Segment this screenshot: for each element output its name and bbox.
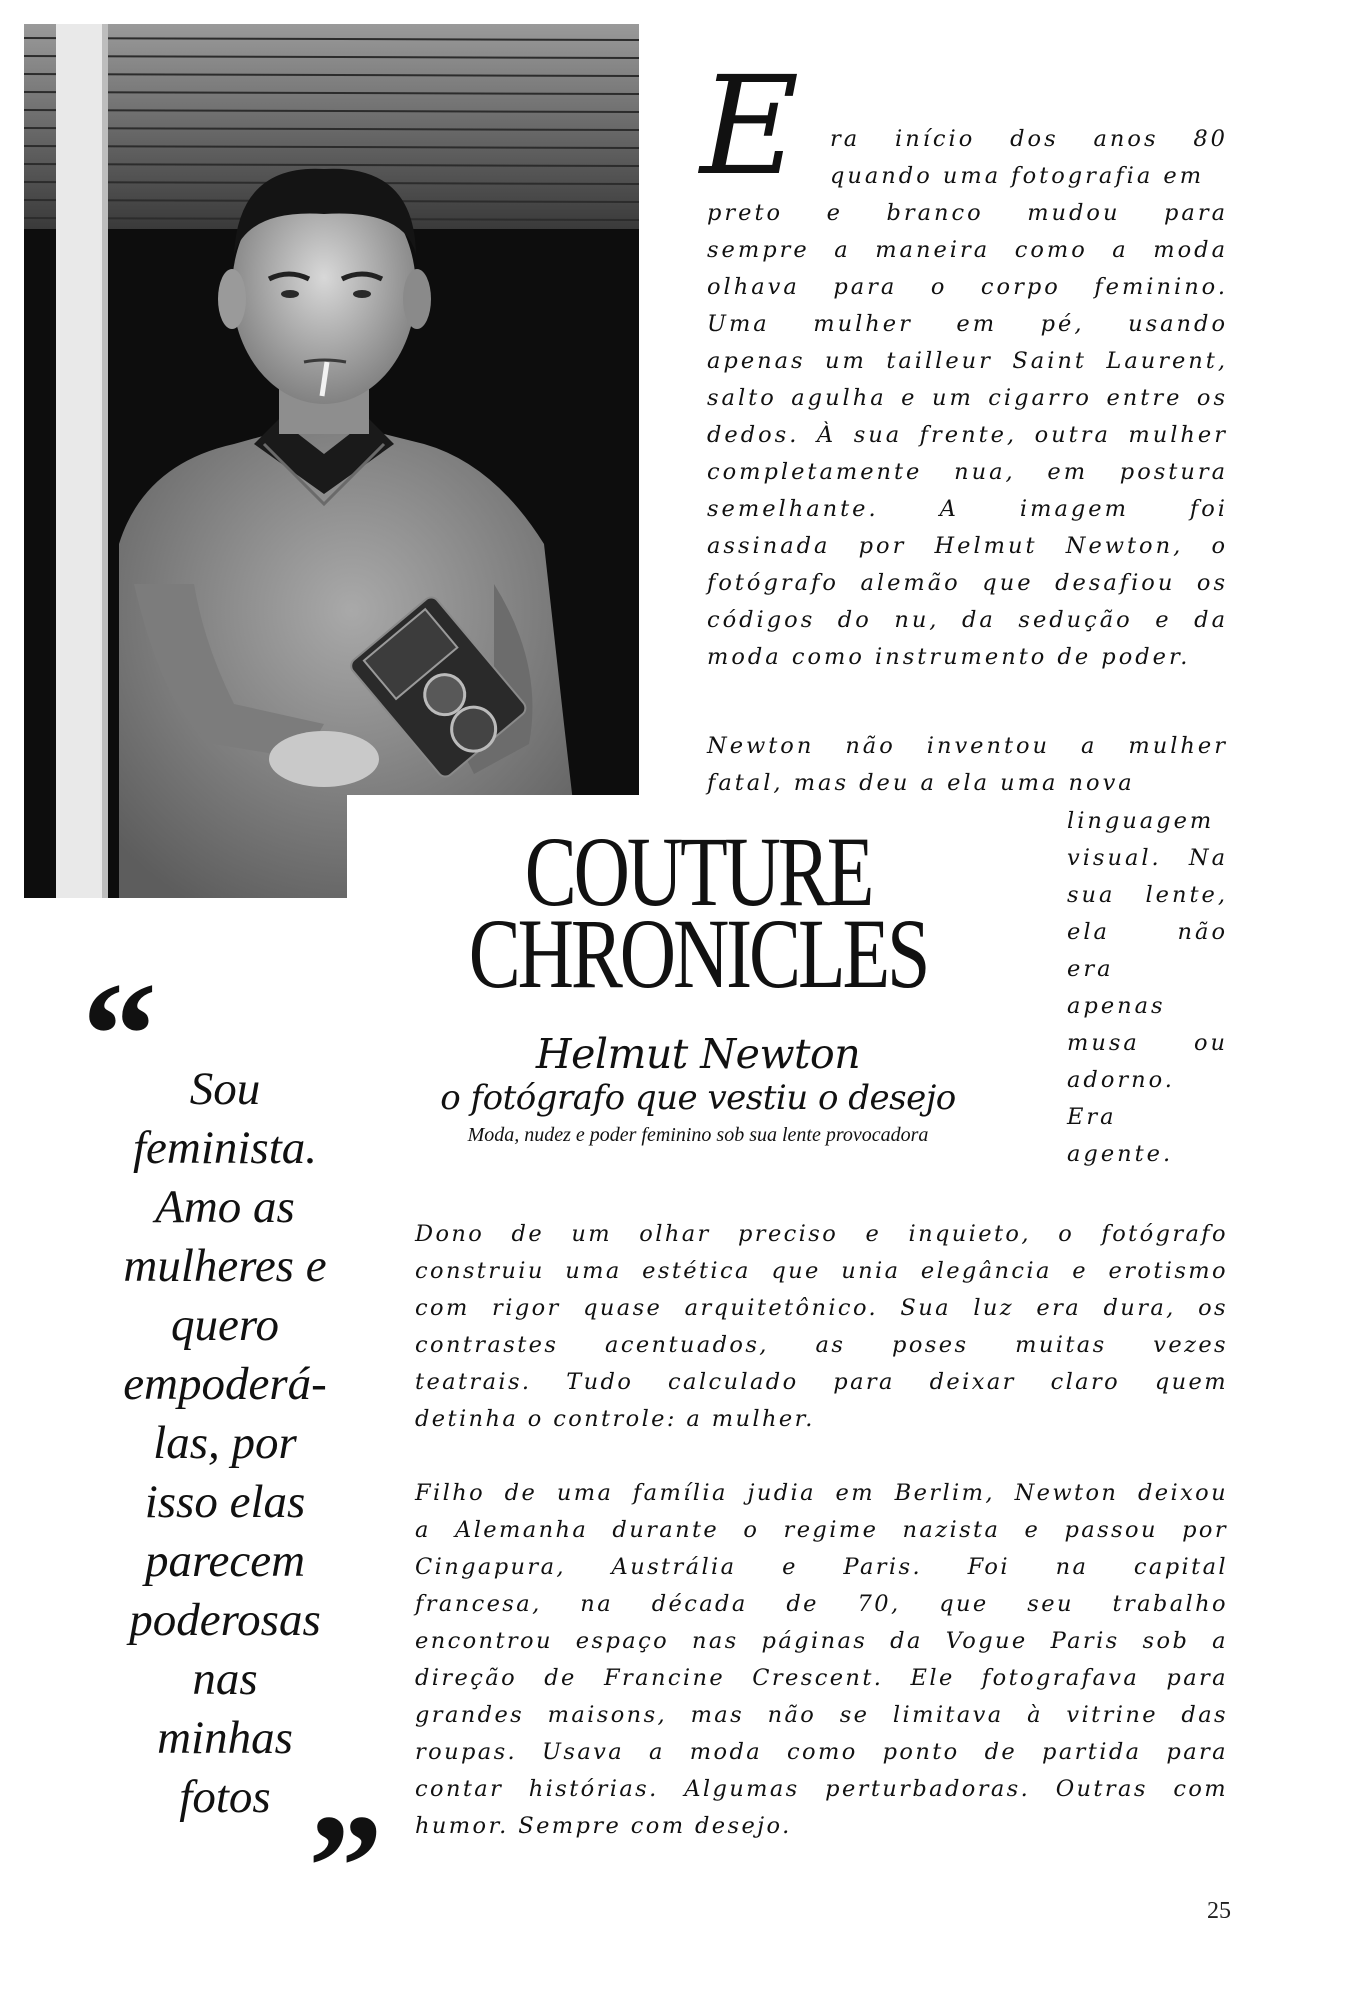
pull-quote-line: mulheres e	[123, 1240, 327, 1292]
article-line: adorno.	[1067, 1067, 1175, 1093]
article-line: Filho de uma família judia em Berlim, Newton deixou	[415, 1480, 1228, 1506]
article-line: sua lente,	[1067, 882, 1228, 908]
article-line: Dono de um olhar preciso e inquieto, o fotógrafo	[415, 1221, 1228, 1247]
pull-quote-line: poderosas	[129, 1594, 321, 1646]
close-quote-icon: ”	[308, 1784, 383, 1950]
paragraph-3	[415, 1216, 1228, 1438]
article-line: fatal, mas deu a ela uma nova	[707, 770, 1135, 796]
article-line: linguagem	[1067, 808, 1215, 834]
pull-quote-line: Sou	[189, 1063, 261, 1115]
article-line: a Alemanha durante o regime nazista e passou por	[415, 1517, 1228, 1543]
article-line: olhava para o corpo feminino.	[707, 274, 1228, 300]
pull-quote-line: fotos	[179, 1771, 271, 1823]
article-line: encontrou espaço nas páginas da Vogue Paris sob a	[415, 1628, 1228, 1654]
article-line: fotógrafo alemão que desafiou os	[707, 570, 1228, 596]
article-line: detinha o controle: a mulher.	[415, 1406, 815, 1432]
article-line: agente.	[1067, 1141, 1174, 1167]
magazine-title	[360, 816, 1036, 1009]
pull-quote-line: nas	[192, 1653, 258, 1705]
paragraph-1	[707, 195, 1228, 676]
page-number: 25	[1207, 1898, 1231, 1924]
article-line: francesa, na década de 70, que seu trabalho	[415, 1591, 1228, 1617]
article-line: Cingapura, Austrália e Paris. Foi na capital	[415, 1554, 1228, 1580]
open-quote-icon: “	[82, 952, 157, 1118]
pull-quote-line: las, por	[153, 1417, 297, 1469]
article-line: contrastes acentuados, as poses muitas vezes	[415, 1332, 1228, 1358]
portrait-photo	[24, 24, 639, 898]
article-line: Newton não inventou a mulher	[707, 733, 1228, 759]
article-line: completamente nua, em postura	[707, 459, 1228, 485]
article-line: direção de Francine Crescent. Ele fotografava para	[415, 1665, 1228, 1691]
paragraph-2	[707, 728, 1228, 802]
title-line-2: CHRONICLES	[468, 898, 928, 1009]
article-line: Uma mulher em pé, usando	[707, 311, 1228, 337]
article-line: quando uma fotografia em	[830, 163, 1205, 189]
paragraph-4	[415, 1475, 1228, 1845]
article-line: sempre a maneira como a moda	[707, 237, 1228, 263]
pull-quote-line: feminista.	[132, 1122, 318, 1174]
pull-quote-line: empoderá-	[123, 1358, 327, 1410]
article-line: semelhante. A imagem foi	[707, 496, 1228, 522]
article-line: preto e branco mudou para	[707, 200, 1228, 226]
article-line: apenas	[1067, 993, 1166, 1019]
article-line: ra início dos anos 80	[830, 126, 1228, 152]
article-line: salto agulha e um cigarro entre os	[707, 385, 1228, 411]
pull-quote-line: Amo as	[155, 1181, 295, 1233]
pull-quote-line: isso elas	[144, 1476, 306, 1528]
article-line: visual. Na	[1067, 845, 1228, 871]
article-line: Era	[1067, 1104, 1117, 1130]
article-line: humor. Sempre com desejo.	[415, 1813, 792, 1839]
article-line: assinada por Helmut Newton, o	[707, 533, 1228, 559]
article-line: construiu uma estética que unia elegância e erotismo	[415, 1258, 1228, 1284]
title-line-1: COUTURE	[524, 816, 872, 927]
pull-quote-line: quero	[171, 1299, 279, 1351]
article-line: grandes maisons, mas não se limitava à vitrine das	[415, 1702, 1228, 1728]
subject-name: Helmut Newton	[535, 1030, 861, 1078]
article-line: musa ou	[1067, 1030, 1228, 1056]
subject-tagline: o fotógrafo que vestiu o desejo	[440, 1078, 956, 1118]
article-line: moda como instrumento de poder.	[707, 644, 1191, 670]
article-line: roupas. Usava a moda como ponto de partida para	[415, 1739, 1228, 1765]
article-line: apenas um tailleur Saint Laurent,	[707, 348, 1228, 374]
subject-description: Moda, nudez e poder feminino sob sua lente provocadora	[467, 1124, 929, 1146]
intro-drop-lines	[830, 121, 1228, 195]
drop-cap: E	[700, 48, 800, 206]
article-line: ela não	[1067, 919, 1228, 945]
paragraph-2-narrow	[1067, 803, 1228, 1173]
article-line: teatrais. Tudo calculado para deixar claro quem	[415, 1369, 1228, 1395]
article-line: contar histórias. Algumas perturbadoras. Outras com	[415, 1776, 1228, 1802]
door-frame	[56, 24, 106, 898]
pull-quote	[100, 1060, 350, 1827]
article-line: dedos. À sua frente, outra mulher	[707, 422, 1228, 448]
article-line: com rigor quase arquitetônico. Sua luz era dura, os	[415, 1295, 1228, 1321]
article-line: códigos do nu, da sedução e da	[707, 607, 1228, 633]
portrait-illustration	[24, 24, 639, 898]
pull-quote-line: parecem	[144, 1535, 306, 1587]
article-line: era	[1067, 956, 1114, 982]
pull-quote-line: minhas	[157, 1712, 293, 1764]
